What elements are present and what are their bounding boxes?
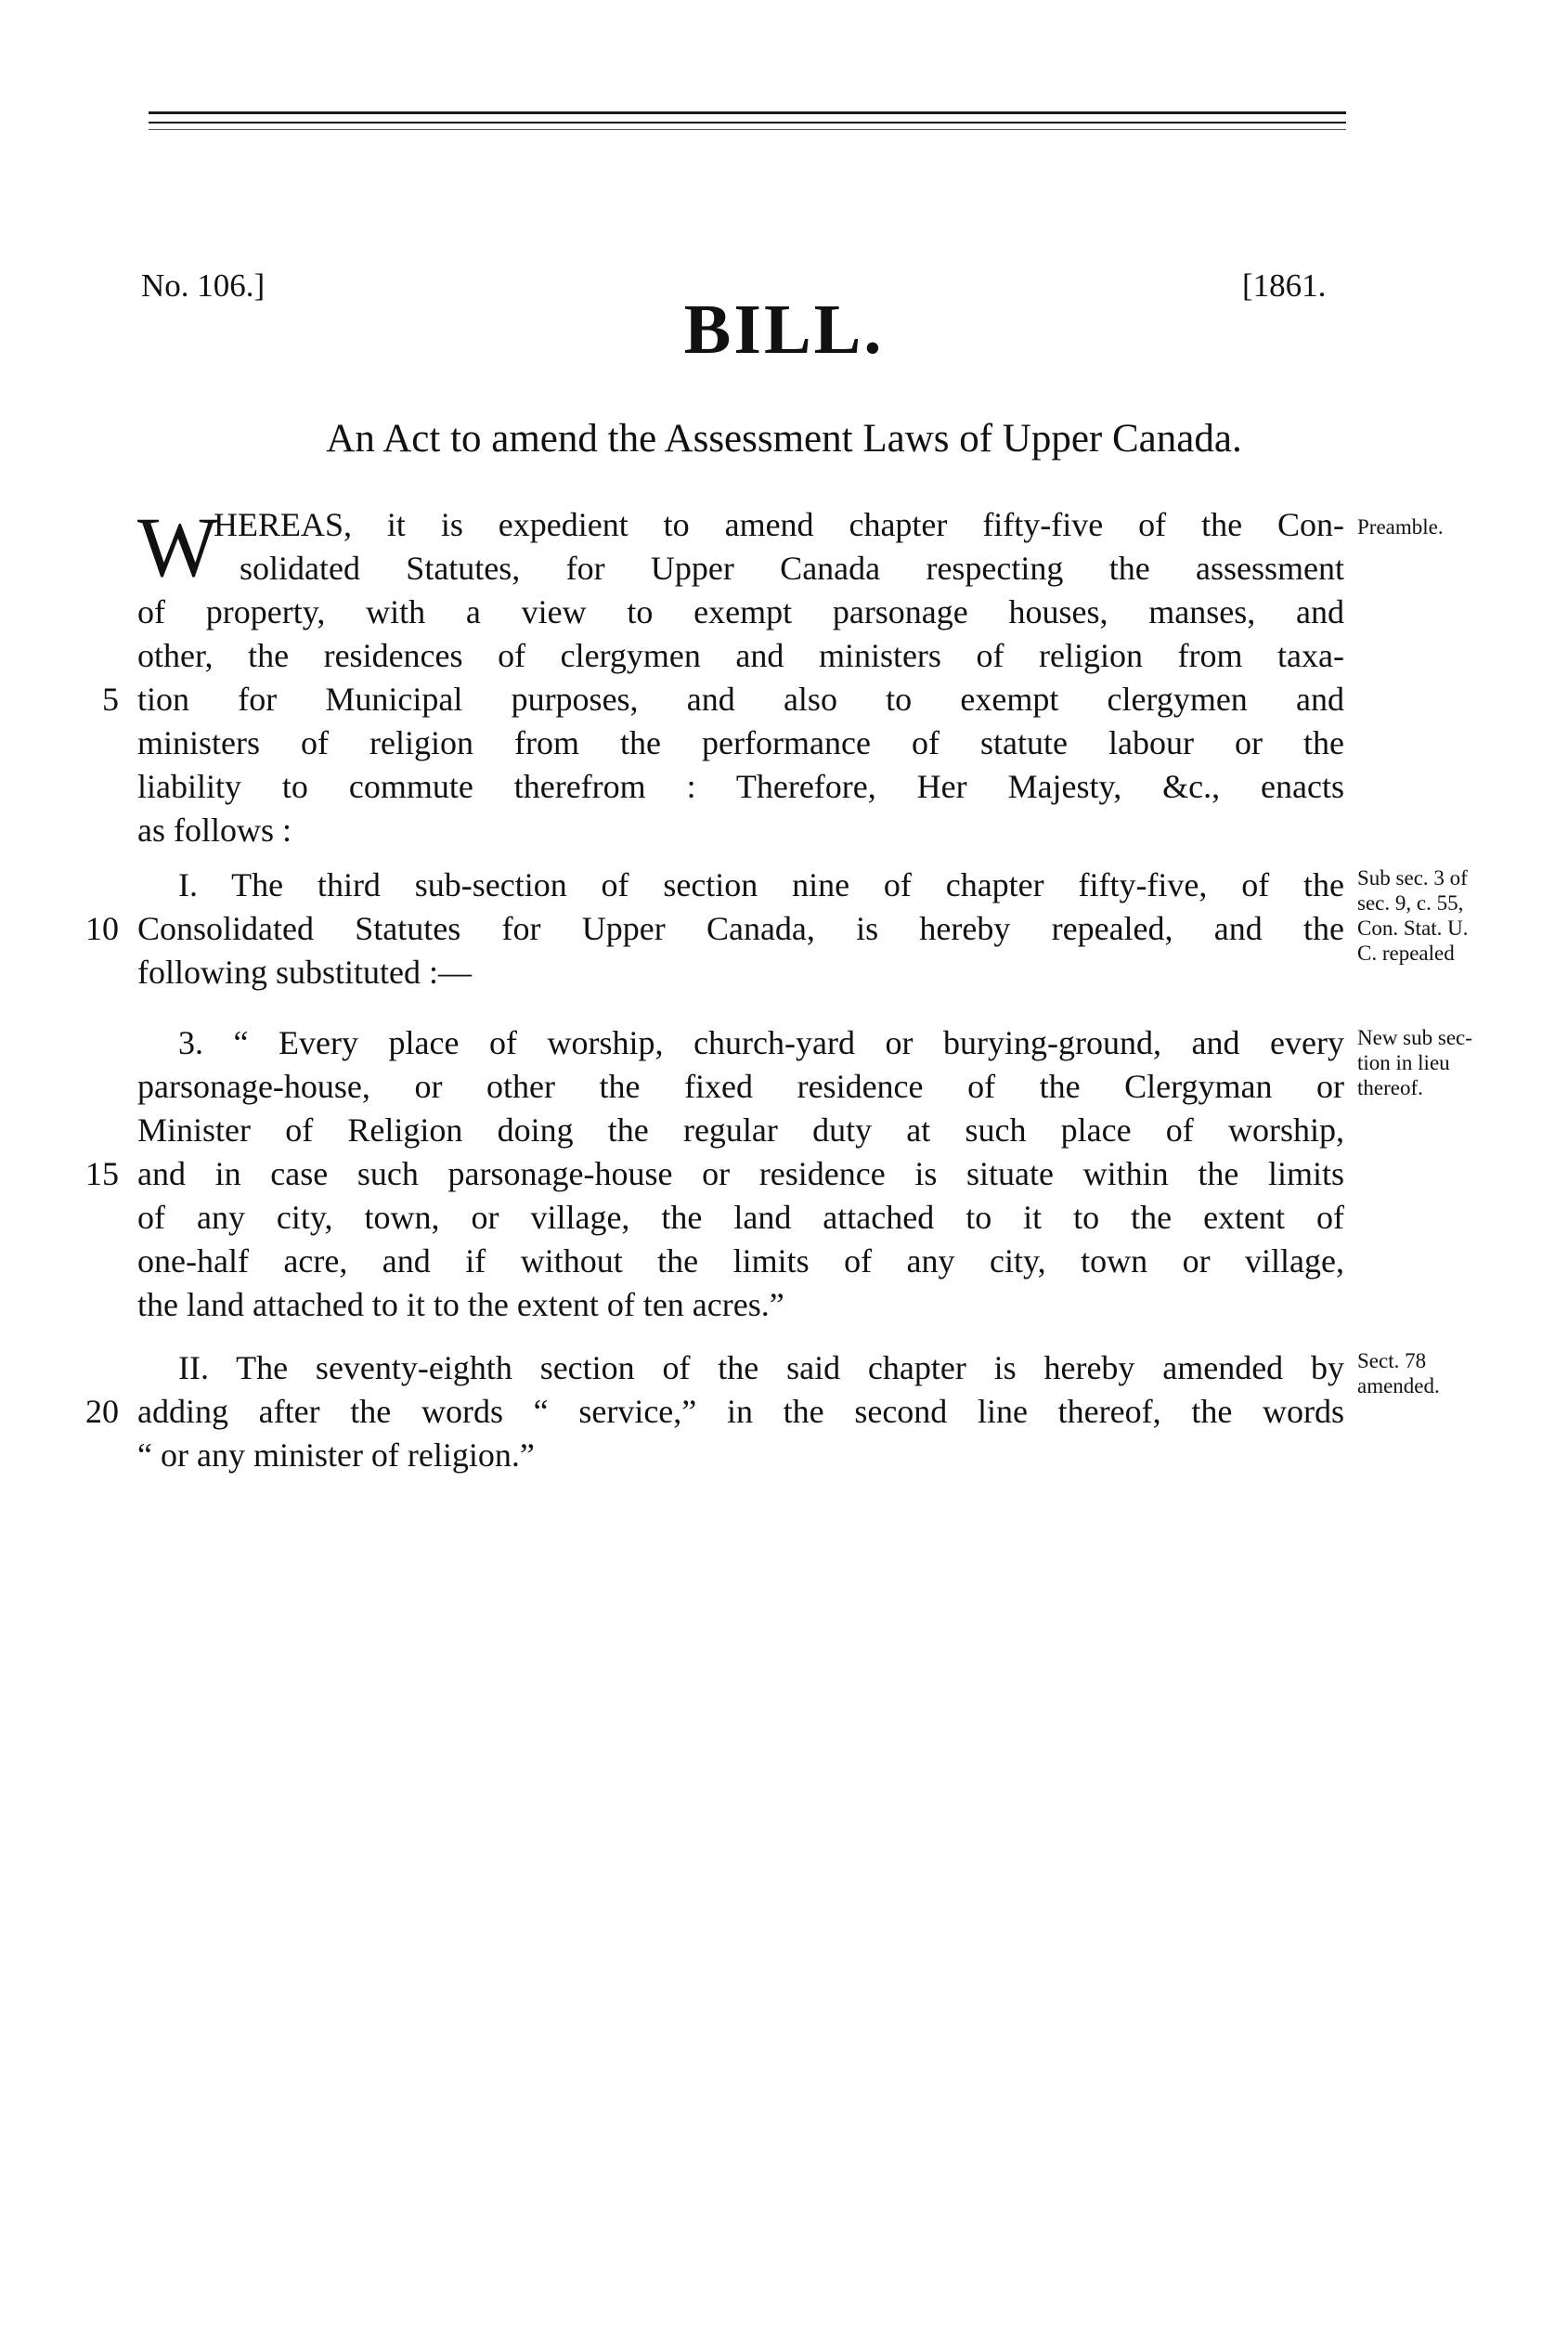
section-line: Consolidated Statutes for Upper Canada, is hereby repealed, and the: [137, 910, 1344, 947]
margin-note-line: sec. 9, c. 55,: [1357, 891, 1464, 915]
header-rule-middle: [149, 122, 1346, 123]
line-number: 10: [85, 910, 119, 947]
margin-note-subsection-3: [1357, 1025, 1557, 1100]
margin-note-line: tion in lieu: [1357, 1051, 1450, 1074]
subsection-line: Minister of Religion doing the regular duty at such place of worship,: [137, 1111, 1344, 1149]
margin-note-line: Sect. 78: [1357, 1349, 1427, 1372]
section-line: II. The seventy-eighth section of the said chapter is hereby amended by: [178, 1349, 1344, 1386]
margin-note-preamble: [1357, 514, 1557, 539]
act-title: An Act to amend the Assessment Laws of Upper Canada.: [326, 417, 1242, 461]
line-number: 5: [102, 681, 119, 718]
drop-cap: W: [137, 500, 218, 594]
margin-note-line: Con. Stat. U.: [1357, 916, 1469, 940]
subsection-line: and in case such parsonage-house or residence is situate within the limits: [137, 1155, 1344, 1192]
margin-note-line: Sub sec. 3 of: [1357, 866, 1468, 890]
subsection-line: 3. “ Every place of worship, church-yard or burying-ground, and every: [178, 1024, 1344, 1061]
subsection-line: one-half acre, and if without the limits of any city, town or village,: [137, 1242, 1344, 1280]
margin-note-line: amended.: [1357, 1374, 1440, 1397]
margin-note-section-2: [1357, 1348, 1557, 1398]
preamble-line: as follows :: [137, 812, 292, 849]
preamble-line: solidated Statutes, for Upper Canada respecting the assessment: [240, 550, 1344, 587]
preamble-line: HEREAS, it is expedient to amend chapter fifty-five of the Con-: [214, 506, 1344, 543]
preamble-line: of property, with a view to exempt parsonage houses, manses, and: [137, 593, 1344, 630]
margin-note-section-1: [1357, 865, 1557, 966]
subsection-line: parsonage-house, or other the fixed residence of the Clergyman or: [137, 1068, 1344, 1105]
subsection-line: the land attached to it to the extent of ten acres.”: [137, 1286, 784, 1323]
subsection-3-paragraph: [137, 1021, 1344, 1327]
section-2-paragraph: [137, 1346, 1344, 1477]
line-number: 15: [85, 1155, 119, 1192]
section-line: following substituted :—: [137, 954, 472, 991]
bill-number: No. 106.]: [141, 267, 266, 304]
line-number: 20: [85, 1393, 119, 1430]
page-title: BILL.: [683, 291, 885, 369]
preamble-line: other, the residences of clergymen and ministers of religion from taxa-: [137, 637, 1344, 674]
subsection-line: of any city, town, or village, the land attached to it to the extent of: [137, 1199, 1344, 1236]
preamble-paragraph: [137, 500, 1344, 852]
header-rule-bottom: [149, 129, 1346, 130]
preamble-line: ministers of religion from the performance of statute labour or the: [137, 724, 1344, 761]
header-rule-top: [149, 111, 1346, 114]
margin-note-line: C. repealed: [1357, 942, 1455, 965]
margin-note-line: Preamble.: [1357, 515, 1444, 539]
preamble-line: liability to commute therefrom : Therefore, Her Majesty, &c., enacts: [137, 768, 1344, 805]
margin-note-line: New sub sec-: [1357, 1026, 1472, 1049]
section-1-paragraph: [137, 864, 1344, 994]
section-line: I. The third sub-section of section nine of chapter fifty-five, of the: [178, 866, 1344, 903]
margin-note-line: thereof.: [1357, 1076, 1423, 1099]
bill-year: [1861.: [1242, 267, 1327, 304]
preamble-line: tion for Municipal purposes, and also to exempt clergymen and: [137, 681, 1344, 718]
section-line: adding after the words “ service,” in the second line thereof, the words: [137, 1393, 1344, 1430]
section-line: “ or any minister of religion.”: [137, 1436, 535, 1474]
